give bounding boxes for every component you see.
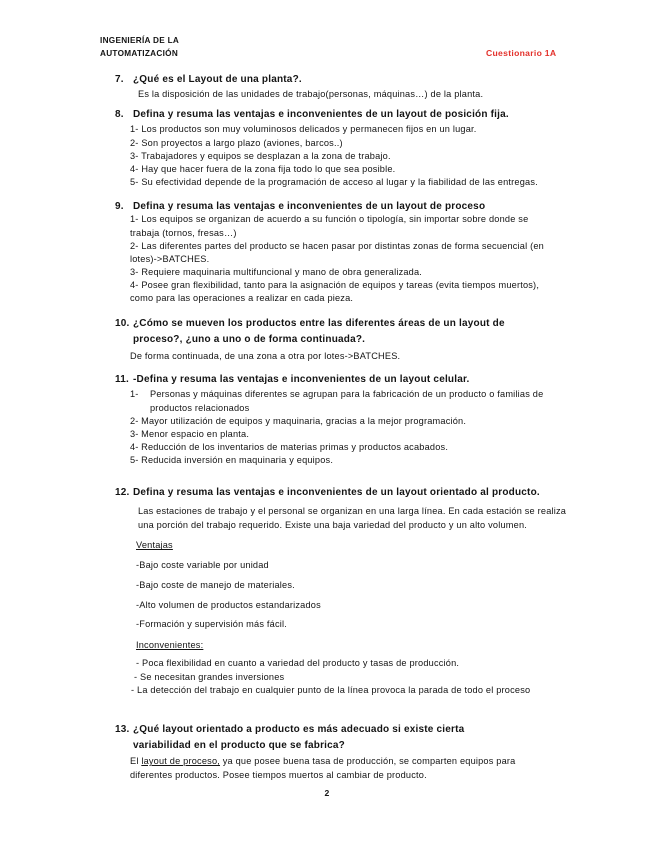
list-item (130, 388, 560, 414)
page-number: 2 (324, 788, 330, 798)
question-title: Defina y resuma las ventajas e inconvenientes de un layout de posición fija. (133, 109, 509, 120)
list-item: 4- Posee gran flexibilidad, tanto para la asignación de equipos y tareas (evita tiempos muertos), como para las operaciones a realizar en cada pieza. (130, 279, 540, 303)
list-item: - Poca flexibilidad en cuanto a variedad del producto y tasas de producción. (136, 658, 460, 669)
list-item: 4- Hay que hacer fuera de la zona fija todo lo que sea posible. (130, 163, 396, 174)
list-item: - La detección del trabajo en cualquier punto de la línea provoca la parada de todo el proceso (131, 684, 531, 695)
answer-intro: Las estaciones de trabajo y el personal se organizan en una larga línea. En cada estación se realiza una porción del trabajo requerido. Existe una baja variedad del producto y un alto volumen. (138, 506, 567, 530)
disadvantages-heading: Inconvenientes: (136, 640, 204, 651)
list-marker: 3- (130, 428, 139, 439)
list-item (130, 454, 560, 467)
list-marker: 2- (130, 415, 139, 426)
list-item (130, 415, 560, 428)
list-item: -Formación y supervisión más fácil. (136, 619, 287, 630)
answer-text-rest: ya que posee buena tasa de producción, se comparten equipos para diferentes productos. Posee tiempos muertos al cambiar de producto. (130, 756, 516, 780)
question-number: 13. (115, 724, 130, 735)
list-marker: 5- (130, 454, 139, 465)
list-item: 2- Son proyectos a largo plazo (aviones, barcos..) (130, 137, 343, 148)
question-number: 12. (115, 487, 130, 498)
course-name-line-2: AUTOMATIZACIÓN (100, 48, 179, 58)
list-item: 1- Los productos son muy voluminosos delicados y permanecen fijos en un lugar. (130, 124, 477, 135)
question-answer: De forma continuada, de una zona a otra por lotes->BATCHES. (130, 351, 401, 362)
question-answer (130, 755, 530, 782)
question-answer: Es la disposición de las unidades de trabajo(personas, máquinas…) de la planta. (138, 89, 484, 100)
list-item: 3- Requiere maquinaria multifuncional y mano de obra generalizada. (130, 266, 423, 277)
question-title: ¿Qué layout orientado a producto es más adecuado si existe cierta variabilidad en el producto que se fabrica? (133, 724, 465, 751)
advantages-heading: Ventajas (136, 540, 173, 551)
list-item: 5- Su efectividad depende de la programación de acceso al lugar y la fiabilidad de las entregas. (130, 176, 538, 187)
question-title: Defina y resuma las ventajas e inconvenientes de un layout orientado al producto. (133, 487, 540, 498)
question-number: 11. (115, 374, 129, 385)
question-number: 7. (115, 74, 124, 85)
list-marker: 4- (130, 441, 139, 452)
question-title: ¿Qué es el Layout de una planta?. (133, 74, 302, 85)
question-number: 10. (115, 318, 130, 329)
list-text: Reducción de los inventarios de materias primas y productos acabados. (141, 441, 449, 452)
document-title: Cuestionario 1A (486, 47, 557, 58)
list-marker: 1- (130, 389, 139, 400)
list-item: -Alto volumen de productos estandarizados (136, 599, 321, 610)
list-text: Reducida inversión en maquinaria y equipos. (141, 454, 334, 465)
list-text: Mayor utilización de equipos y maquinaria, gracias a la mejor programación. (141, 415, 467, 426)
question-title: Defina y resuma las ventajas e inconvenientes de un layout de proceso (133, 201, 486, 212)
answer-list (130, 213, 555, 305)
question-title: ¿Cómo se mueven los productos entre las diferentes áreas de un layout de proceso?, ¿uno a uno o de forma continuada?. (133, 318, 505, 345)
question-title: -Defina y resuma las ventajas e inconvenientes de un layout celular. (133, 374, 470, 385)
list-text: Personas y máquinas diferentes se agrupan para la fabricación de un producto o familias de productos relacionados (150, 389, 544, 413)
list-item (130, 441, 560, 454)
answer-list (130, 388, 560, 467)
course-header (100, 34, 179, 60)
question-number: 9. (115, 201, 124, 212)
advantages-list (136, 556, 566, 635)
list-item: 3- Trabajadores y equipos se desplazan a la zona de trabajo. (130, 150, 391, 161)
course-name-line-1: INGENIERÍA DE LA (100, 35, 180, 45)
answer-emphasis: layout de proceso, (141, 756, 221, 767)
list-item: -Bajo coste variable por unidad (136, 560, 269, 571)
list-item: - Se necesitan grandes inversiones (134, 671, 285, 682)
answer-list (130, 123, 560, 188)
question-number: 8. (115, 109, 124, 120)
list-item (130, 428, 560, 441)
list-text: Menor espacio en planta. (141, 428, 250, 439)
list-item: 1- Los equipos se organizan de acuerdo a su función o tipología, sin importar sobre donde se trabaja (tornos, fresas…) (130, 214, 529, 238)
answer-text-start: El (130, 756, 142, 767)
list-item: 2- Las diferentes partes del producto se hacen pasar por distintas zonas de forma secuencial (en lotes)->BATCHES. (130, 240, 544, 264)
list-item: -Bajo coste de manejo de materiales. (136, 579, 295, 590)
disadvantages-list (131, 657, 576, 696)
